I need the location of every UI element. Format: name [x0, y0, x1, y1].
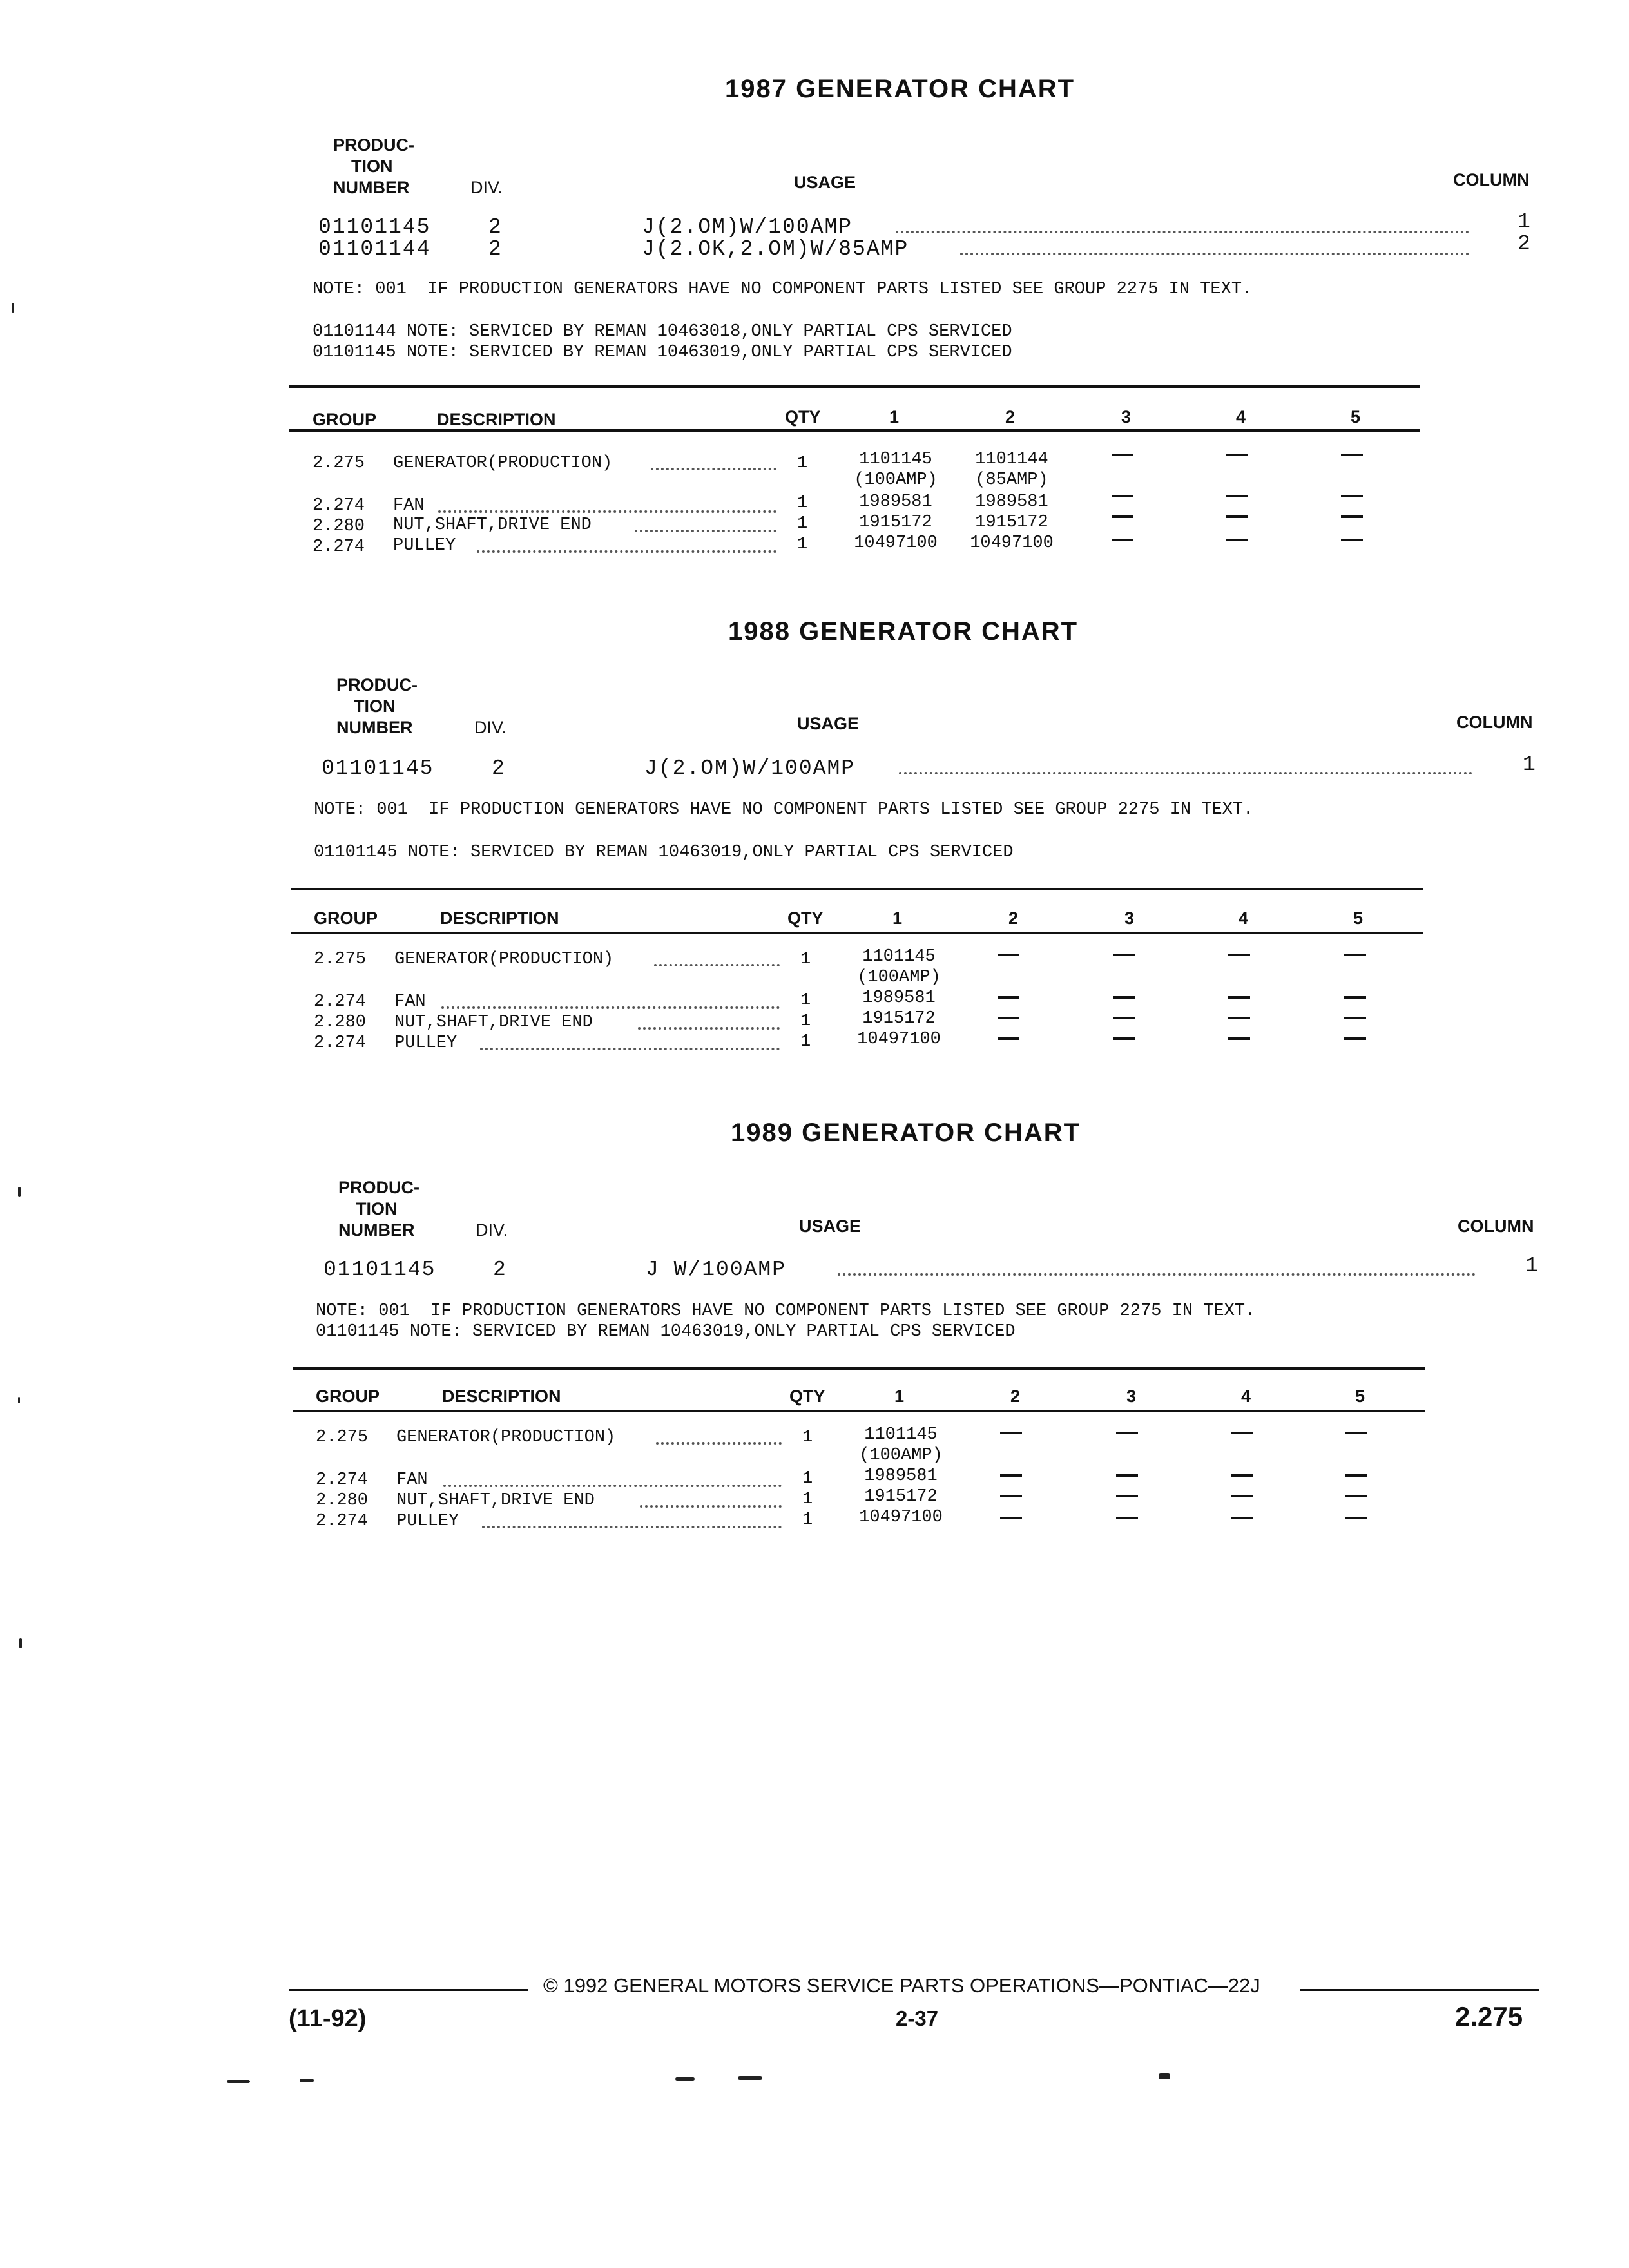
empty-dash	[1345, 1517, 1367, 1519]
part-description: PULLEY	[396, 1512, 459, 1531]
header-tion: TION	[356, 1199, 398, 1218]
leader-dots	[640, 1505, 782, 1508]
empty-dash	[1113, 996, 1135, 999]
header-usage: USAGE	[794, 173, 856, 192]
group-number: 2.280	[314, 1013, 367, 1032]
chart-title: 1987 GENERATOR CHART	[725, 75, 1075, 103]
part-description: PULLEY	[394, 1033, 458, 1053]
division: 2	[492, 756, 506, 780]
column-2-value: 1989581	[975, 492, 1048, 512]
leader-dots	[635, 530, 776, 532]
table-header-rule	[291, 932, 1423, 934]
part-description: FAN	[396, 1470, 428, 1490]
empty-dash	[1228, 1037, 1250, 1040]
empty-dash	[998, 996, 1019, 999]
column-1-value: 10497100	[859, 1508, 943, 1527]
column-2-value: 10497100	[970, 533, 1054, 553]
scan-speck	[675, 2077, 695, 2081]
quantity: 1	[800, 991, 811, 1010]
group-number: 2.280	[313, 517, 365, 536]
column-1-value: 1101145	[859, 450, 932, 469]
quantity: 1	[800, 1012, 811, 1031]
header-usage: USAGE	[799, 1216, 862, 1236]
quantity: 1	[802, 1469, 813, 1488]
header-number: NUMBER	[333, 178, 410, 197]
column-1-value: 1915172	[859, 513, 932, 532]
part-description: NUT,SHAFT,DRIVE END	[393, 515, 592, 535]
empty-dash	[1344, 1017, 1366, 1019]
part-description: FAN	[394, 992, 426, 1012]
quantity: 1	[802, 1490, 813, 1509]
leader-dots	[438, 510, 776, 513]
empty-dash	[1228, 996, 1250, 999]
empty-dash	[1226, 539, 1248, 541]
scan-speck	[18, 1187, 21, 1197]
th-col-2: 2	[1008, 908, 1019, 928]
service-note: 01101145 NOTE: SERVICED BY REMAN 10463019,ONLY PARTIAL CPS SERVICED	[316, 1322, 1016, 1341]
empty-dash	[1344, 954, 1366, 956]
th-group: GROUP	[316, 1387, 380, 1406]
production-number: 01101145	[318, 215, 431, 239]
th-col-2: 2	[1010, 1387, 1021, 1406]
header-tion: TION	[351, 157, 393, 176]
empty-dash	[1112, 495, 1133, 497]
footer-page-number: 2-37	[896, 2006, 939, 2030]
empty-dash	[1000, 1517, 1022, 1519]
part-description: NUT,SHAFT,DRIVE END	[394, 1013, 593, 1032]
th-qty: QTY	[785, 407, 821, 427]
column-1-note: (100AMP)	[857, 968, 941, 987]
group-number: 2.275	[314, 950, 367, 969]
th-group: GROUP	[314, 908, 378, 928]
empty-dash	[1345, 1474, 1367, 1477]
empty-dash	[1112, 515, 1133, 518]
header-div: DIV.	[474, 718, 507, 737]
leader-dots	[896, 231, 1469, 233]
empty-dash	[1344, 996, 1366, 999]
header-tion: TION	[354, 697, 396, 716]
empty-dash	[1231, 1495, 1253, 1497]
th-col-4: 4	[1236, 407, 1246, 427]
footer-rule-right	[1300, 1989, 1539, 1991]
scan-speck	[12, 303, 14, 313]
production-number: 01101145	[323, 1258, 436, 1282]
th-col-3: 3	[1126, 1387, 1137, 1406]
footer-rule-left	[289, 1989, 528, 1991]
leader-dots	[441, 1006, 780, 1009]
header-produc: PRODUC-	[333, 135, 414, 155]
empty-dash	[1231, 1432, 1253, 1434]
empty-dash	[1226, 495, 1248, 497]
leader-dots	[443, 1485, 782, 1487]
note-text: NOTE: 001 IF PRODUCTION GENERATORS HAVE NO COMPONENT PARTS LISTED SEE GROUP 2275 IN TEXT.	[313, 280, 1253, 299]
group-number: 2.274	[313, 537, 365, 557]
scan-speck	[19, 1638, 22, 1648]
empty-dash	[1228, 1017, 1250, 1019]
column-2-value: 1915172	[975, 513, 1048, 532]
empty-dash	[1113, 1017, 1135, 1019]
leader-dots	[960, 253, 1469, 255]
th-col-5: 5	[1351, 407, 1361, 427]
th-col-3: 3	[1121, 407, 1132, 427]
usage: J W/100AMP	[646, 1258, 787, 1282]
table-header-rule	[289, 429, 1420, 432]
group-number: 2.280	[316, 1491, 369, 1510]
quantity: 1	[797, 535, 808, 554]
empty-dash	[1113, 954, 1135, 956]
header-column: COLUMN	[1456, 713, 1533, 732]
empty-dash	[1000, 1432, 1022, 1434]
leader-dots	[838, 1273, 1476, 1276]
column-1-value: 1101145	[862, 947, 936, 966]
group-number: 2.274	[314, 992, 367, 1012]
column-2-value: 1101144	[975, 450, 1048, 469]
part-description: GENERATOR(PRODUCTION)	[393, 454, 613, 473]
footer-copyright: © 1992 GENERAL MOTORS SERVICE PARTS OPERATIONS—PONTIAC—22J	[543, 1974, 1260, 1997]
leader-dots	[480, 1048, 780, 1050]
empty-dash	[1000, 1474, 1022, 1477]
empty-dash	[1341, 515, 1363, 518]
empty-dash	[1344, 1037, 1366, 1040]
empty-dash	[1113, 1037, 1135, 1040]
scan-speck	[738, 2076, 762, 2080]
empty-dash	[1228, 954, 1250, 956]
column-1-note: (100AMP)	[859, 1446, 943, 1465]
production-number: 01101145	[322, 756, 434, 780]
empty-dash	[1112, 454, 1133, 456]
empty-dash	[998, 1017, 1019, 1019]
part-description: PULLEY	[393, 536, 456, 555]
chart-title: 1988 GENERATOR CHART	[728, 617, 1079, 646]
leader-dots	[654, 964, 780, 966]
table-header-rule	[293, 1410, 1425, 1412]
leader-dots	[651, 468, 776, 470]
usage: J(2.OK,2.OM)W/85AMP	[642, 237, 909, 261]
leader-dots	[638, 1027, 780, 1030]
production-number: 01101144	[318, 237, 431, 261]
th-group: GROUP	[313, 410, 377, 429]
column-number: 1	[1523, 753, 1537, 776]
empty-dash	[1345, 1432, 1367, 1434]
empty-dash	[1226, 515, 1248, 518]
leader-dots	[656, 1442, 782, 1445]
table-top-rule	[289, 385, 1420, 388]
empty-dash	[998, 1037, 1019, 1040]
header-number: NUMBER	[338, 1220, 415, 1240]
column-number: 1	[1525, 1254, 1539, 1278]
quantity: 1	[802, 1510, 813, 1530]
scan-speck	[300, 2079, 314, 2082]
header-produc: PRODUC-	[336, 675, 418, 695]
usage: J(2.OM)W/100AMP	[642, 215, 853, 239]
service-note: 01101144 NOTE: SERVICED BY REMAN 10463018,ONLY PARTIAL CPS SERVICED	[313, 322, 1012, 341]
th-col-5: 5	[1353, 908, 1364, 928]
empty-dash	[1231, 1517, 1253, 1519]
column-2-note: (85AMP)	[975, 470, 1048, 490]
part-description: FAN	[393, 496, 425, 515]
column-number: 1	[1518, 210, 1532, 234]
table-top-rule	[291, 888, 1423, 890]
footer-date: (11-92)	[289, 2005, 367, 2032]
note-text: NOTE: 001 IF PRODUCTION GENERATORS HAVE NO COMPONENT PARTS LISTED SEE GROUP 2275 IN TEXT.	[314, 800, 1254, 820]
header-number: NUMBER	[336, 718, 413, 737]
empty-dash	[1116, 1495, 1138, 1497]
empty-dash	[1116, 1432, 1138, 1434]
th-col-1: 1	[892, 908, 903, 928]
empty-dash	[1341, 454, 1363, 456]
th-col-4: 4	[1239, 908, 1249, 928]
th-col-5: 5	[1355, 1387, 1365, 1406]
th-qty: QTY	[789, 1387, 825, 1406]
group-number: 2.274	[316, 1470, 369, 1490]
empty-dash	[1226, 454, 1248, 456]
note-text: NOTE: 001 IF PRODUCTION GENERATORS HAVE NO COMPONENT PARTS LISTED SEE GROUP 2275 IN TEXT.	[316, 1302, 1256, 1321]
division: 2	[488, 215, 503, 239]
table-top-rule	[293, 1367, 1425, 1370]
part-description: GENERATOR(PRODUCTION)	[396, 1428, 616, 1447]
quantity: 1	[797, 494, 808, 513]
empty-dash	[1341, 539, 1363, 541]
leader-dots	[477, 550, 776, 553]
column-number: 2	[1518, 232, 1532, 256]
empty-dash	[1116, 1474, 1138, 1477]
column-1-note: (100AMP)	[854, 470, 938, 490]
quantity: 1	[802, 1428, 813, 1447]
th-col-1: 1	[889, 407, 900, 427]
th-description: DESCRIPTION	[437, 410, 556, 429]
group-number: 2.275	[313, 454, 365, 473]
empty-dash	[1345, 1495, 1367, 1497]
group-number: 2.274	[313, 496, 365, 515]
quantity: 1	[797, 454, 808, 473]
header-column: COLUMN	[1458, 1216, 1534, 1236]
column-1-value: 10497100	[854, 533, 938, 553]
th-col-1: 1	[894, 1387, 905, 1406]
group-number: 2.275	[316, 1428, 369, 1447]
part-description: NUT,SHAFT,DRIVE END	[396, 1491, 595, 1510]
quantity: 1	[800, 1032, 811, 1052]
column-1-value: 1989581	[864, 1466, 938, 1486]
division: 2	[488, 237, 503, 261]
scan-speck	[1159, 2073, 1170, 2079]
division: 2	[493, 1258, 507, 1282]
part-description: GENERATOR(PRODUCTION)	[394, 950, 614, 969]
group-number: 2.274	[314, 1033, 367, 1053]
empty-dash	[1231, 1474, 1253, 1477]
th-col-3: 3	[1124, 908, 1135, 928]
th-description: DESCRIPTION	[442, 1387, 561, 1406]
service-note: 01101145 NOTE: SERVICED BY REMAN 10463019,ONLY PARTIAL CPS SERVICED	[313, 343, 1012, 362]
column-1-value: 1101145	[864, 1425, 938, 1445]
empty-dash	[1341, 495, 1363, 497]
usage: J(2.OM)W/100AMP	[644, 756, 856, 780]
leader-dots	[482, 1526, 782, 1528]
header-usage: USAGE	[797, 714, 860, 733]
column-1-value: 1915172	[862, 1009, 936, 1028]
header-div: DIV.	[470, 178, 503, 197]
empty-dash	[998, 954, 1019, 956]
header-column: COLUMN	[1453, 170, 1530, 189]
column-1-value: 10497100	[857, 1030, 941, 1049]
th-col-2: 2	[1005, 407, 1016, 427]
footer-section-number: 2.275	[1455, 2001, 1523, 2032]
column-1-value: 1989581	[859, 492, 932, 512]
leader-dots	[899, 772, 1472, 774]
column-1-value: 1989581	[862, 988, 936, 1008]
header-produc: PRODUC-	[338, 1178, 419, 1197]
column-1-value: 1915172	[864, 1487, 938, 1506]
header-div: DIV.	[476, 1220, 508, 1240]
quantity: 1	[797, 514, 808, 533]
quantity: 1	[800, 950, 811, 969]
th-col-4: 4	[1241, 1387, 1251, 1406]
scan-speck	[227, 2080, 250, 2083]
th-qty: QTY	[787, 908, 824, 928]
scan-speck	[18, 1397, 20, 1403]
chart-title: 1989 GENERATOR CHART	[731, 1119, 1081, 1147]
empty-dash	[1000, 1495, 1022, 1497]
th-description: DESCRIPTION	[440, 908, 559, 928]
service-note: 01101145 NOTE: SERVICED BY REMAN 10463019,ONLY PARTIAL CPS SERVICED	[314, 843, 1014, 862]
empty-dash	[1116, 1517, 1138, 1519]
group-number: 2.274	[316, 1512, 369, 1531]
empty-dash	[1112, 539, 1133, 541]
